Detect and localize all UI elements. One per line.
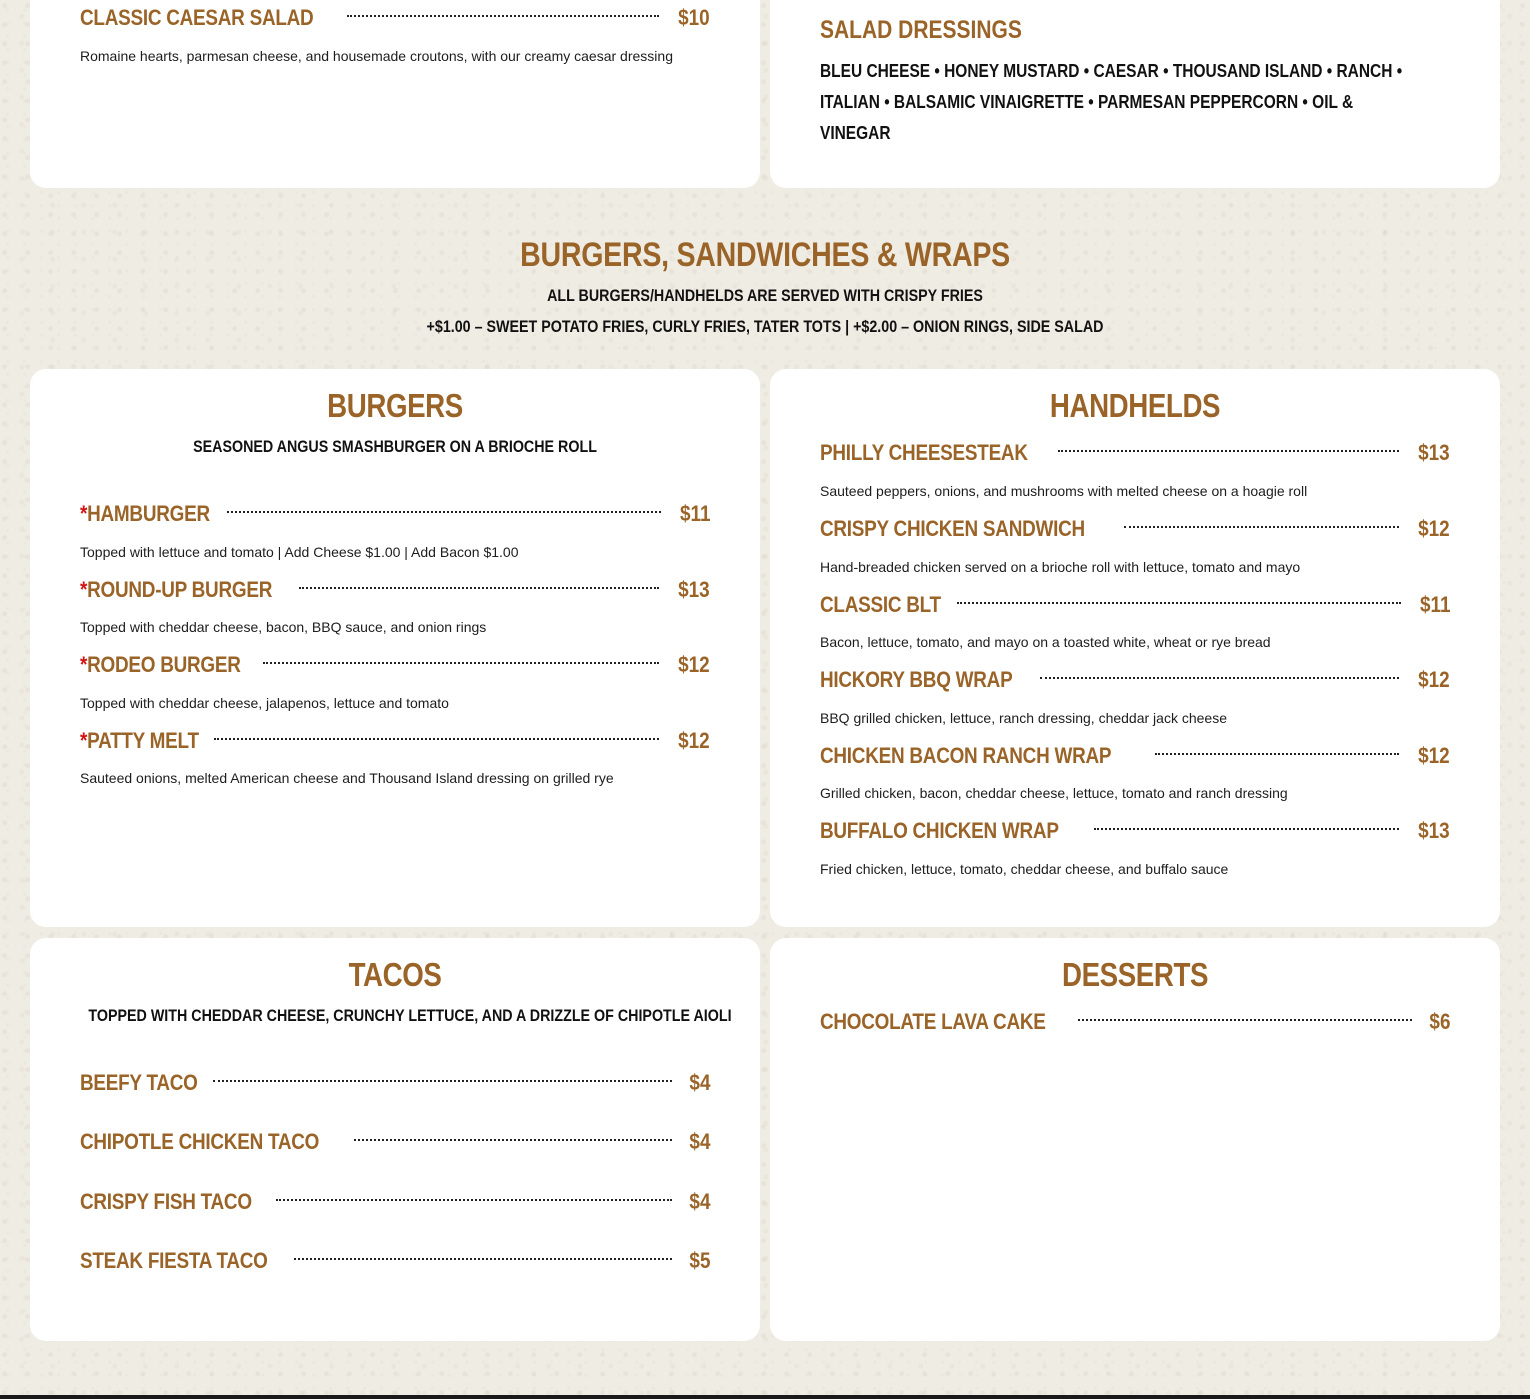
section-title: BURGERS, SANDWICHES & WRAPS [520,236,1010,274]
section-upgrade-note: +$1.00 – SWEET POTATO FRIES, CURLY FRIES, TATER TOTS | +$2.00 – ONION RINGS, SIDE SALAD [426,317,1104,336]
dot-leader [957,602,1401,604]
menu-item-philly-cheesesteak [820,437,1450,469]
menu-item-caesar-salad [80,2,710,34]
item-name-text: RODEO BURGER [87,652,241,677]
tacos-card [30,938,760,1341]
burgers-card [30,369,760,927]
item-description: Topped with lettuce and tomato | Add Cheese $1.00 | Add Bacon $1.00 [80,544,519,560]
dressings-title: SALAD DRESSINGS [820,16,1022,44]
menu-item-crispy-fish-taco [80,1186,710,1218]
dot-leader [354,1139,671,1141]
dot-leader [263,662,659,664]
item-description: Sauteed peppers, onions, and mushrooms with melted cheese on a hoagie roll [820,483,1308,499]
dot-leader [213,1080,672,1082]
dot-leader [347,15,659,17]
item-name: STEAK FIESTA TACO [80,1248,268,1273]
burgers-title: BURGERS [327,387,463,424]
item-price: $12 [1418,667,1450,692]
dot-leader [276,1199,672,1201]
salad-card [30,0,760,188]
item-price: $10 [678,5,710,30]
item-price: $6 [1428,1009,1450,1034]
item-name: BUFFALO CHICKEN WRAP [820,818,1059,843]
dot-leader [1124,526,1399,528]
menu-item-steak-fiesta-taco [80,1245,710,1277]
dressings-list: BLEU CHEESE • HONEY MUSTARD • CAESAR • THOUSAND ISLAND • RANCH • ITALIAN • BALSAMIC VINAIGRETTE • PARMESAN PEPPERCORN • OIL & VINEGAR [820,61,1403,143]
item-name: CLASSIC CAESAR SALAD [80,5,314,30]
item-name [80,652,241,678]
item-price: $11 [679,501,710,526]
item-price: $12 [678,728,710,753]
item-name-text: PATTY MELT [87,728,199,753]
item-name: CHIPOTLE CHICKEN TACO [80,1129,320,1154]
dot-leader [1155,753,1400,755]
menu-item-chicken-bacon-ranch-wrap [820,740,1450,772]
item-price: $13 [1418,818,1450,843]
item-description: Topped with cheddar cheese, jalapenos, lettuce and tomato [80,695,449,711]
handhelds-card [770,369,1500,927]
item-price: $11 [1419,592,1450,617]
item-name: CLASSIC BLT [820,592,941,617]
item-description: Grilled chicken, bacon, cheddar cheese, lettuce, tomato and ranch dressing [820,785,1288,801]
item-description: Romaine hearts, parmesan cheese, and housemade croutons, with our creamy caesar dressing [80,48,673,64]
handhelds-title: HANDHELDS [1049,387,1221,424]
item-price: $4 [688,1129,710,1154]
item-price: $12 [678,652,710,677]
burgers-subtitle: SEASONED ANGUS SMASHBURGER ON A BRIOCHE ROLL [193,437,597,456]
raw-warning-star: * [80,501,88,526]
item-price: $13 [678,577,710,602]
menu-item-round-up-burger [80,574,710,606]
item-price: $4 [688,1189,710,1214]
dot-leader [1094,828,1400,830]
item-description: Sauteed onions, melted American cheese and Thousand Island dressing on grilled rye [80,770,614,786]
item-name [80,501,210,527]
item-price: $12 [1418,743,1450,768]
menu-item-crispy-chicken-sandwich [820,513,1450,545]
desserts-title: DESSERTS [1061,956,1209,993]
menu-item-hamburger [80,498,710,530]
dressings-card [770,0,1500,188]
item-name: CHOCOLATE LAVA CAKE [820,1009,1046,1034]
item-description: Fried chicken, lettuce, tomato, cheddar cheese, and buffalo sauce [820,861,1229,877]
dot-leader [1058,450,1400,452]
item-price: $12 [1418,516,1450,541]
desserts-card [770,938,1500,1341]
item-name: CRISPY FISH TACO [80,1189,252,1214]
menu-item-rodeo-burger [80,649,710,681]
tacos-title: TACOS [348,956,442,993]
item-name [80,728,199,754]
menu-item-patty-melt [80,725,710,757]
menu-item-chipotle-chicken-taco [80,1126,710,1158]
item-name: PHILLY CHEESESTEAK [820,440,1028,465]
section-fries-note: ALL BURGERS/HANDHELDS ARE SERVED WITH CRISPY FRIES [547,286,983,305]
item-name-text: ROUND-UP BURGER [87,577,273,602]
tacos-subtitle: TOPPED WITH CHEDDAR CHEESE, CRUNCHY LETTUCE, AND A DRIZZLE OF CHIPOTLE AIOLI [88,1006,732,1025]
item-description: Topped with cheddar cheese, bacon, BBQ sauce, and onion rings [80,619,487,635]
item-name: CRISPY CHICKEN SANDWICH [820,516,1085,541]
dot-leader [214,738,659,740]
raw-warning-star: * [80,728,88,753]
item-description: Hand-breaded chicken served on a brioche roll with lettuce, tomato and mayo [820,559,1301,575]
menu-item-hickory-bbq-wrap [820,664,1450,696]
item-price: $4 [688,1070,710,1095]
item-description: Bacon, lettuce, tomato, and mayo on a toasted white, wheat or rye bread [820,634,1271,650]
menu-item-classic-blt [820,589,1450,621]
dot-leader [1040,677,1400,679]
item-price: $13 [1418,440,1450,465]
item-name-text: HAMBURGER [87,501,210,526]
dot-leader [294,1258,671,1260]
dot-leader [1078,1019,1411,1021]
dot-leader [227,511,660,513]
raw-warning-star: * [80,577,88,602]
item-price: $5 [688,1248,710,1273]
dot-leader [299,587,659,589]
raw-warning-star: * [80,652,88,677]
menu-item-beefy-taco [80,1067,710,1099]
item-name: HICKORY BBQ WRAP [820,667,1013,692]
item-name: CHICKEN BACON RANCH WRAP [820,743,1112,768]
item-description: BBQ grilled chicken, lettuce, ranch dressing, cheddar jack cheese [820,710,1227,726]
footer-edge [0,1395,1530,1399]
item-name [80,577,272,603]
menu-item-buffalo-chicken-wrap [820,815,1450,847]
menu-item-chocolate-lava-cake [820,1006,1450,1038]
item-name: BEEFY TACO [80,1070,198,1095]
